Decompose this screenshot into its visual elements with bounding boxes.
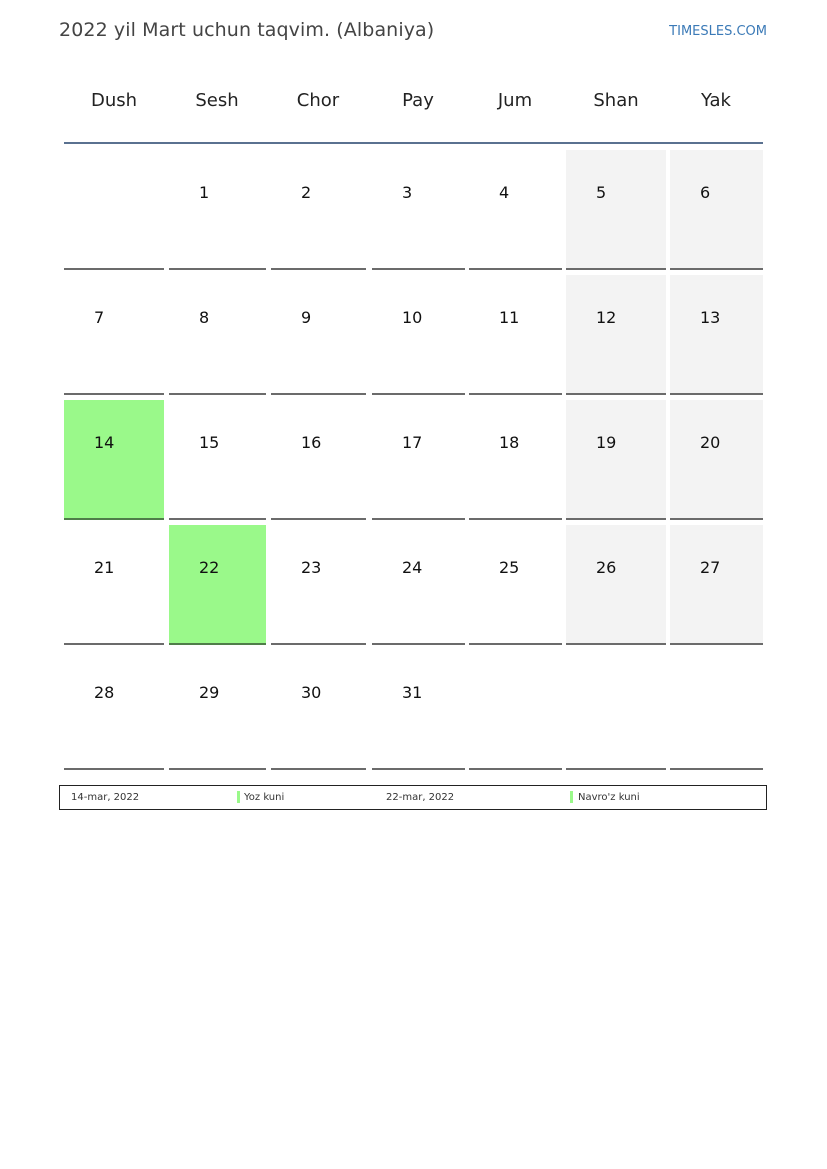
day-number: 13 — [700, 308, 721, 327]
day-number: 18 — [499, 433, 520, 452]
day-cell[interactable] — [670, 275, 763, 395]
day-number: 14 — [94, 433, 115, 452]
day-number: 9 — [301, 308, 312, 327]
header-divider — [64, 142, 763, 144]
day-number: 29 — [199, 683, 220, 702]
day-number: 11 — [499, 308, 520, 327]
weekday-jum: Jum — [497, 90, 533, 111]
day-number: 25 — [499, 558, 520, 577]
weekday-shan: Shan — [593, 90, 639, 111]
day-number: 27 — [700, 558, 721, 577]
day-number: 6 — [700, 183, 711, 202]
empty-day-cell — [566, 650, 666, 770]
holiday-color-marker — [237, 791, 240, 803]
holiday-color-marker — [570, 791, 573, 803]
day-number: 17 — [402, 433, 423, 452]
day-cell[interactable] — [566, 275, 666, 395]
day-number: 4 — [499, 183, 510, 202]
day-cell[interactable] — [64, 275, 164, 395]
weekday-yak: Yak — [701, 90, 731, 111]
day-number: 1 — [199, 183, 210, 202]
day-number: 20 — [700, 433, 721, 452]
day-cell[interactable] — [372, 150, 465, 270]
day-number: 8 — [199, 308, 210, 327]
weekday-dush: Dush — [90, 90, 138, 111]
day-cell[interactable] — [169, 650, 266, 770]
day-number: 28 — [94, 683, 115, 702]
weekday-chor: Chor — [296, 90, 340, 111]
weekday-sesh: Sesh — [195, 90, 239, 111]
day-number: 10 — [402, 308, 423, 327]
day-number: 22 — [199, 558, 220, 577]
day-cell[interactable] — [372, 525, 465, 645]
day-number: 21 — [94, 558, 115, 577]
day-cell[interactable] — [566, 400, 666, 520]
day-number: 19 — [596, 433, 617, 452]
weekday-pay: Pay — [402, 90, 434, 111]
legend-holiday-name: Navro'z kuni — [578, 792, 640, 803]
day-cell[interactable] — [670, 525, 763, 645]
day-number: 12 — [596, 308, 617, 327]
day-cell[interactable] — [271, 650, 366, 770]
empty-day-cell — [670, 650, 763, 770]
day-number: 30 — [301, 683, 322, 702]
day-cell[interactable] — [372, 400, 465, 520]
day-cell[interactable] — [169, 150, 266, 270]
legend-holiday-name: Yoz kuni — [244, 792, 285, 803]
day-number: 2 — [301, 183, 312, 202]
day-number: 16 — [301, 433, 322, 452]
day-cell[interactable] — [670, 400, 763, 520]
holiday-legend — [59, 785, 767, 810]
day-number: 24 — [402, 558, 423, 577]
holiday-day-cell[interactable] — [64, 400, 164, 520]
day-cell[interactable] — [271, 525, 366, 645]
legend-date: 22-mar, 2022 — [386, 792, 455, 803]
day-cell[interactable] — [169, 275, 266, 395]
page-title: 2022 yil Mart uchun taqvim. (Albaniya) — [59, 19, 435, 41]
day-number: 26 — [596, 558, 617, 577]
day-cell[interactable] — [271, 150, 366, 270]
day-number: 15 — [199, 433, 220, 452]
empty-day-cell — [64, 150, 164, 270]
holiday-day-cell[interactable] — [169, 525, 266, 645]
day-cell[interactable] — [271, 275, 366, 395]
day-number: 23 — [301, 558, 322, 577]
day-cell[interactable] — [566, 525, 666, 645]
day-cell[interactable] — [469, 400, 562, 520]
day-cell[interactable] — [271, 400, 366, 520]
day-cell[interactable] — [169, 400, 266, 520]
day-cell[interactable] — [670, 150, 763, 270]
day-cell[interactable] — [469, 525, 562, 645]
day-cell[interactable] — [372, 650, 465, 770]
day-cell[interactable] — [469, 275, 562, 395]
day-cell[interactable] — [566, 150, 666, 270]
brand-link[interactable]: TIMESLES.COM — [669, 24, 767, 39]
day-number: 31 — [402, 683, 423, 702]
day-cell[interactable] — [64, 650, 164, 770]
weekday-header-row — [64, 90, 763, 120]
day-number: 5 — [596, 183, 607, 202]
legend-date: 14-mar, 2022 — [71, 792, 140, 803]
day-cell[interactable] — [469, 150, 562, 270]
day-number: 7 — [94, 308, 105, 327]
day-cell[interactable] — [64, 525, 164, 645]
day-number: 3 — [402, 183, 413, 202]
empty-day-cell — [469, 650, 562, 770]
day-cell[interactable] — [372, 275, 465, 395]
